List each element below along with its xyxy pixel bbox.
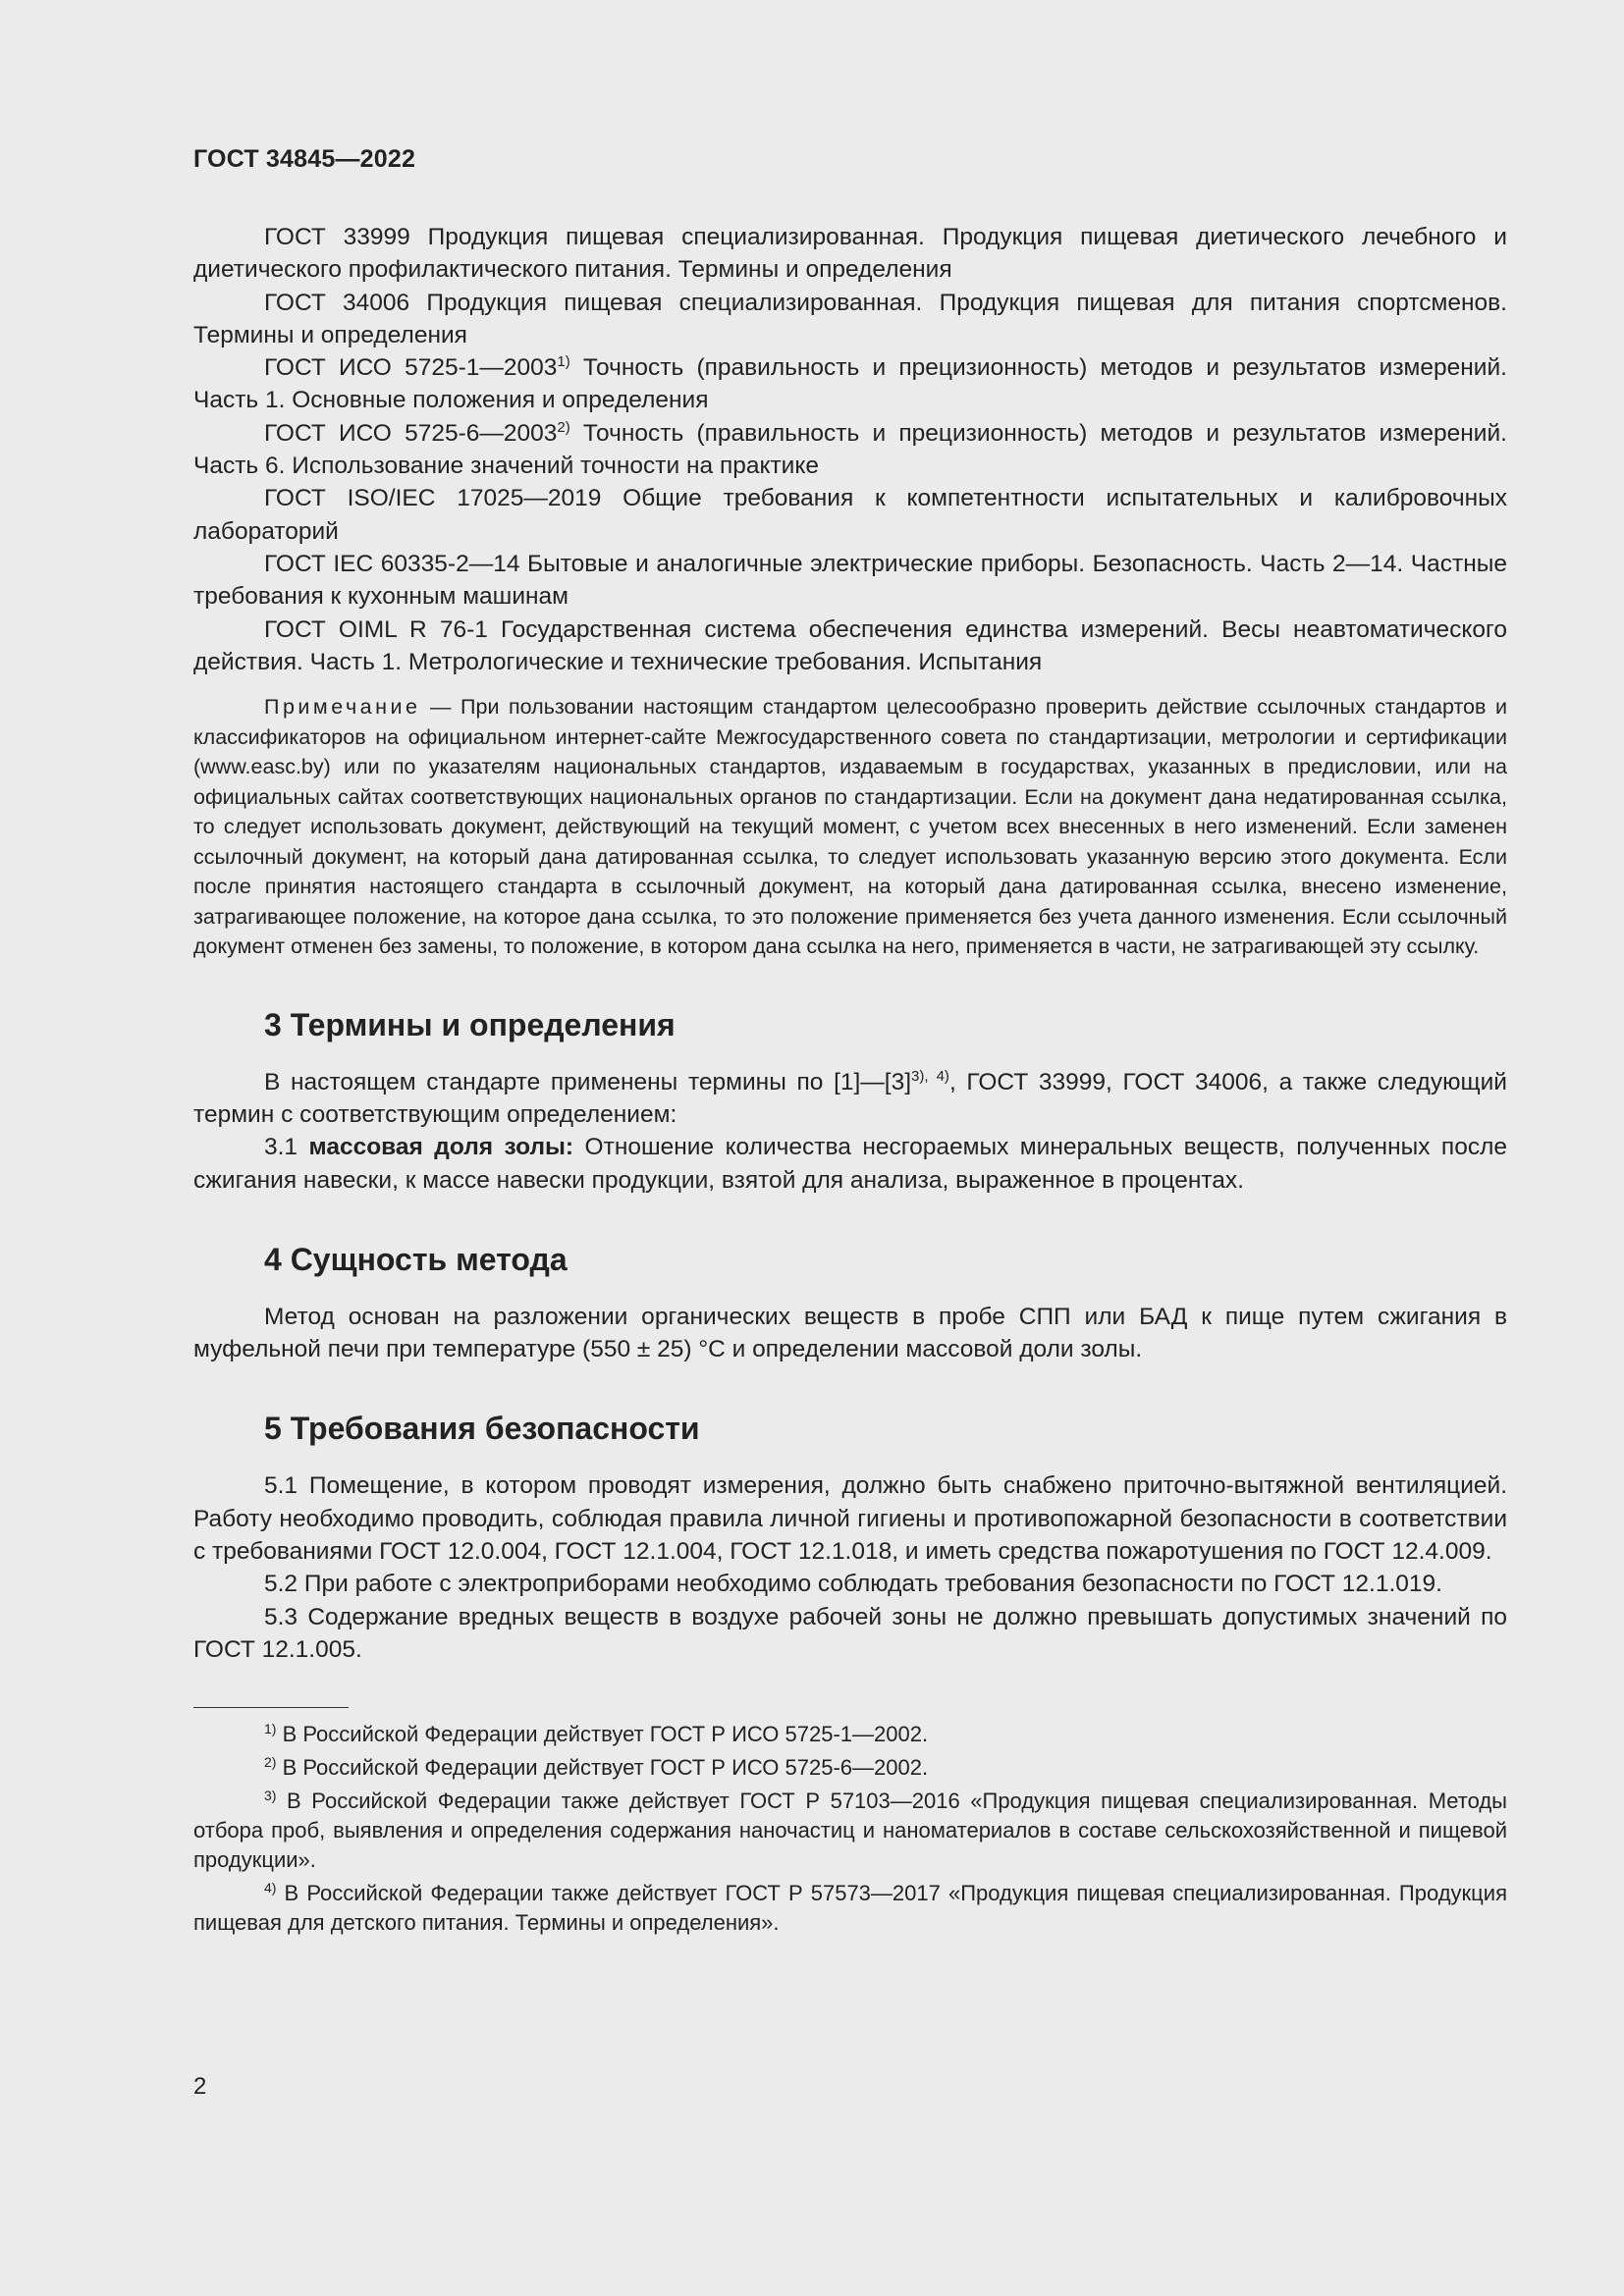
reference-item: ГОСТ ИСО 5725-1—2003$^{1)}$ Точность (правильность и прецизионность) методов и результатов измерений. Часть 1. Основные положения и определения [193, 353, 1507, 414]
footnote: $^{4)}$ В Российской Федерации также действует ГОСТ Р 57573—2017 «Продукция пищевая специализированная. Продукция пищевая для детского питания. Термины и определения». [193, 1880, 1507, 1936]
footnote: $^{2)}$ В Российской Федерации действует ГОСТ Р ИСО 5725-6—2002. [264, 1754, 929, 1781]
footnote-divider [193, 1707, 349, 1708]
term-name: массовая доля золы: [308, 1134, 574, 1161]
safety-item: 5.3 Содержание вредных веществ в воздухе рабочей зоны не должно превышать допустимых значений по ГОСТ 12.1.005. [193, 1603, 1507, 1663]
reference-item: ГОСТ OIML R 76-1 Государственная система обеспечения единства измерений. Весы неавтоматического действия. Часть 1. Метрологические и технические требования. Испытания [193, 615, 1507, 675]
section-4-heading: 4 Сущность метода [264, 1241, 568, 1277]
reference-item: ГОСТ 34006 Продукция пищевая специализированная. Продукция пищевая для питания спортсменов. Термины и определения [193, 289, 1507, 348]
document-header: ГОСТ 34845—2022 [193, 145, 416, 173]
note-text: — При пользовании настоящим стандартом целесообразно проверить действие ссылочных стандартов и классификаторов на официальном интернет-сайте Межгосударственного совета по стандартизации, метрологии и сертификации (www.easc.by) или по указателям национальных стандартов, издаваемым в государствах, указанных в предисловии, или на официальных сайтах соответствующих национальных органов по стандартизации. Если на документ дана недатированная ссылка, то следует использовать документ, действующий на текущий момент, с учетом всех внесенных в него изменений. Если заменен ссылочный документ, на который дана датированная ссылка, то следует использовать указанную версию этого документа. Если после принятия настоящего стандарта в ссылочный документ, на который дана датированная ссылка, внесено изменение, затрагивающее положение, на которое дана ссылка, то это положение применяется без учета данного изменения. Если ссылочный документ отменен без замены, то положение, в котором дана ссылка на него, применяется в части, не затрагивающей эту ссылку. [193, 695, 1507, 959]
reference-item: ГОСТ 33999 Продукция пищевая специализированная. Продукция пищевая диетического лечебного и диетического профилактического питания. Термины и определения [193, 224, 1507, 284]
reference-item: ГОСТ IEC 60335-2—14 Бытовые и аналогичные электрические приборы. Безопасность. Часть 2—14. Частные требования к кухонным машинам [193, 550, 1507, 611]
page-number: 2 [193, 2073, 207, 2100]
safety-item: 5.2 При работе с электроприборами необходимо соблюдать требования безопасности по ГОСТ 12.1.019. [264, 1571, 1442, 1598]
reference-item: ГОСТ ISO/IEC 17025—2019 Общие требования к компетентности испытательных и калибровочных лабораторий [193, 485, 1507, 545]
section-3-intro: В настоящем стандарте применены термины по $[1]—[3]^{3), 4)}$, ГОСТ 33999, ГОСТ 34006, а также следующий термин с соответствующим определением: [193, 1067, 1507, 1128]
footnote: $^{3)}$ В Российской Федерации также действует ГОСТ Р 57103—2016 «Продукция пищевая специализированная. Методы отбора проб, выявления и определения содержания наночастиц и наноматериалов в составе сельскохозяйственной и пищевой продукции». [193, 1788, 1507, 1873]
section-4-text: Метод основан на разложении органических веществ в пробе СПП или БАД к пище путем сжигания в муфельной печи при температуре (550 ± 25) °С и определении массовой доли золы. [193, 1303, 1507, 1363]
section-5-heading: 5 Требования безопасности [264, 1411, 700, 1447]
reference-item: ГОСТ ИСО 5725-6—2003$^{2)}$ Точность (правильность и прецизионность) методов и результатов измерений. Часть 6. Использование значений точности на практике [193, 418, 1507, 480]
footnote: $^{1)}$ В Российской Федерации действует ГОСТ Р ИСО 5725-1—2002. [264, 1721, 929, 1747]
section-3-heading: 3 Термины и определения [264, 1006, 676, 1042]
footnote-ref: 3), 4) [911, 1067, 949, 1085]
safety-item: 5.1 Помещение, в котором проводят измерения, должно быть снабжено приточно-вытяжной вентиляцией. Работу необходимо проводить, соблюдая правила личной гигиены и противопожарной безопасности в соответствии с требованиями ГОСТ 12.0.004, ГОСТ 12.1.004, ГОСТ 12.1.018, и иметь средства пожаротушения по ГОСТ 12.4.009. [193, 1472, 1507, 1566]
term-definition: 3.1 массовая доля золы: Отношение количества несгораемых минеральных веществ, полученных после сжигания навески, к массе навески продукции, взятой для анализа, выраженное в процентах. [193, 1134, 1507, 1194]
note-label: Примечание [264, 695, 421, 720]
footnotes [193, 1720, 1507, 1938]
normative-references-list [193, 221, 1507, 678]
footnote-ref: 2) [557, 418, 570, 436]
references-note [193, 692, 1507, 962]
footnote-ref: 1) [557, 353, 570, 371]
